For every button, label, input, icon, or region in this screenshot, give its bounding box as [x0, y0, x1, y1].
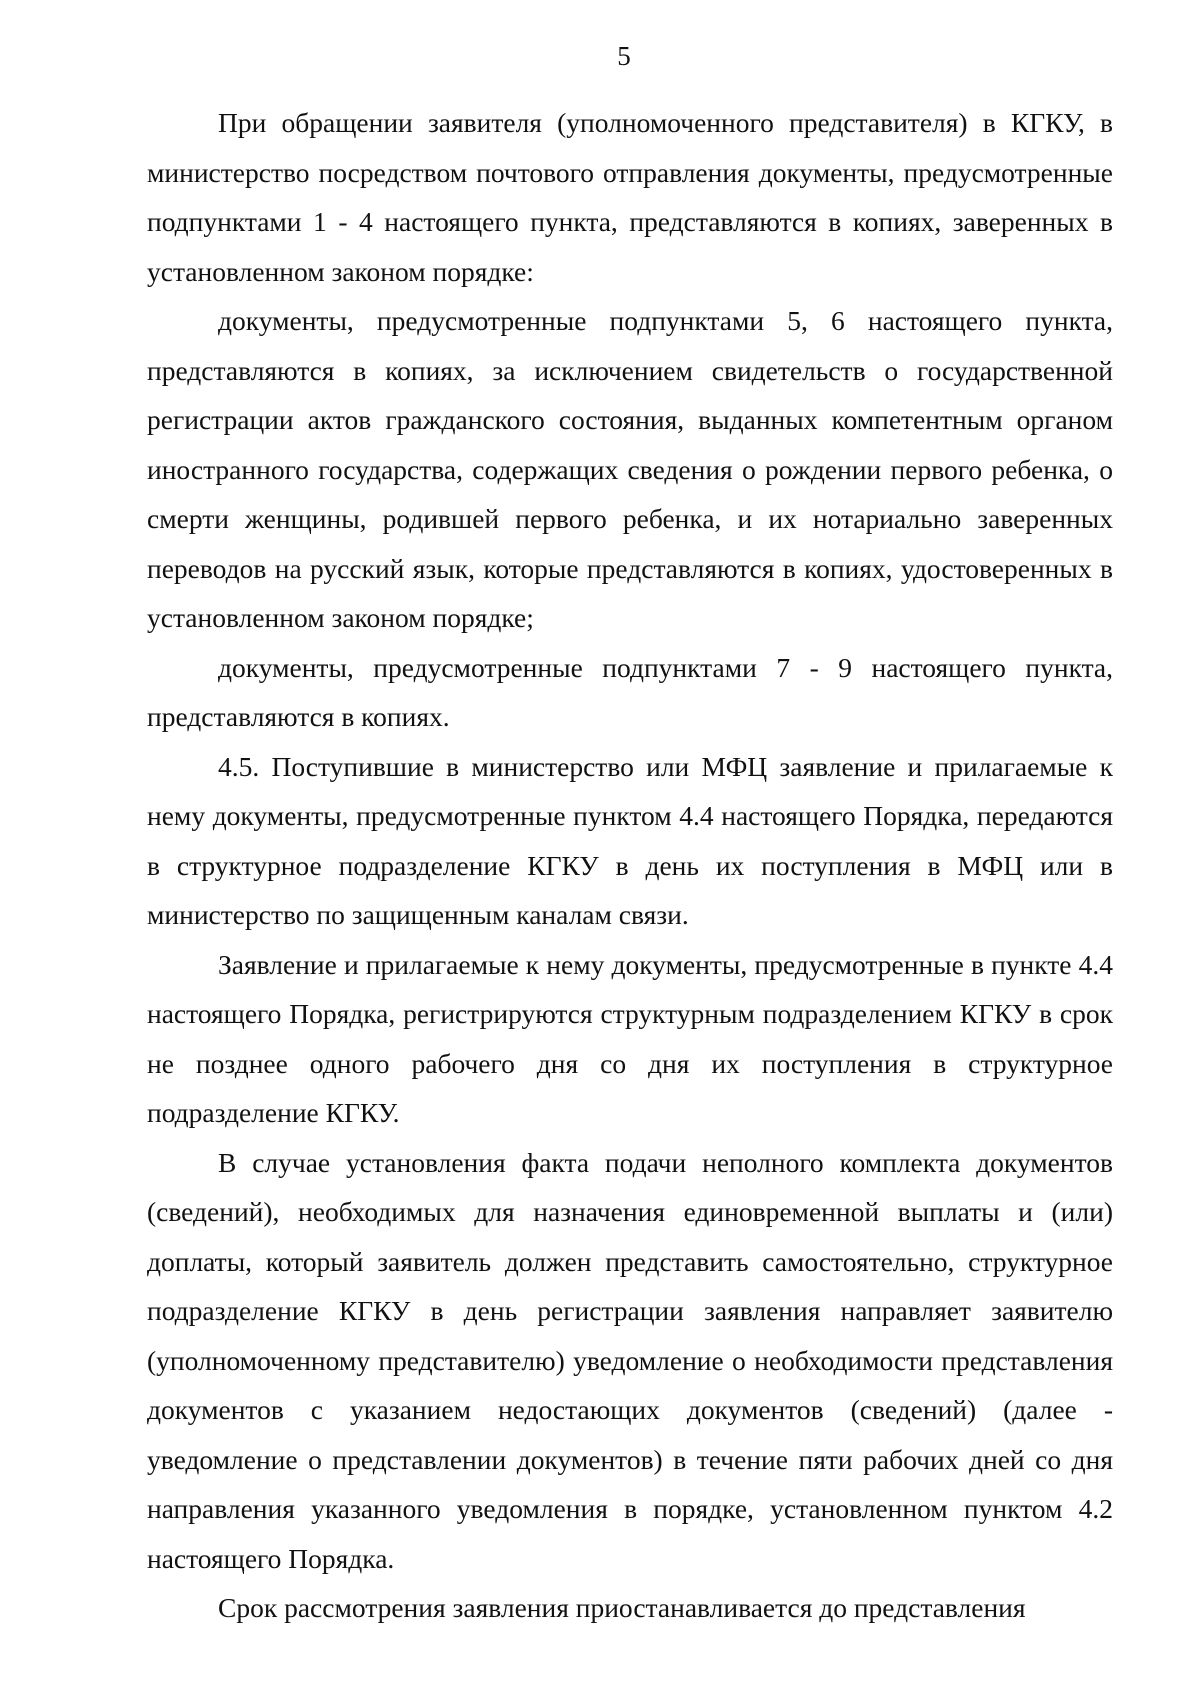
paragraph-documents-7-9: документы, предусмотренные подпунктами 7 - 9 настоящего пункта, представляются в копиях.	[147, 651, 1113, 732]
paragraph-4-5: 4.5. Поступившие в министерство или МФЦ заявление и прилагаемые к нему документы, предусмотренные пунктом 4.4 настоящего Порядка, передаются в структурное подразделение КГКУ в день их поступления в МФЦ или в министерство по защищенным каналам связи.	[147, 750, 1113, 930]
document-body	[147, 98, 1113, 1633]
paragraph-incomplete-documents: В случае установления факта подачи неполного комплекта документов (сведений), необходимых для назначения единовременной выплаты и (или) доплаты, который заявитель должен представить самостоятельно, структурное подразделение КГКУ в день регистрации заявления направляет заявителю (уполномоченному представителю) уведомление о необходимости представления документов с указанием недостающих документов (сведений) (далее - уведомление о представлении документов) в течение пяти рабочих дней со дня направления указанного уведомления в порядке, установленном пунктом 4.2 настоящего Порядка.	[147, 1146, 1113, 1574]
paragraph-documents-5-6: документы, предусмотренные подпунктами 5, 6 настоящего пункта, представляются в копиях, за исключением свидетельств о государственной регистрации актов гражданского состояния, выданных компетентным органом иностранного государства, содержащих сведения о рождении первого ребенка, о смерти женщины, родившей первого ребенка, и их нотариально заверенных переводов на русский язык, которые представляются в копиях, удостоверенных в установленном законом порядке;	[147, 305, 1113, 633]
paragraph-postal-copies: При обращении заявителя (уполномоченного представителя) в КГКУ, в министерство посредством почтового отправления документы, предусмотренные подпунктами 1 - 4 настоящего пункта, представляются в копиях, заверенных в установленном законом порядке:	[147, 107, 1113, 287]
paragraph-suspension: Срок рассмотрения заявления приостанавливается до представления	[218, 1592, 1026, 1623]
paragraph-registration: Заявление и прилагаемые к нему документы, предусмотренные в пункте 4.4 настоящего Порядка, регистрируются структурным подразделением КГКУ в срок не позднее одного рабочего дня со дня их поступления в структурное подразделение КГКУ.	[147, 948, 1113, 1128]
page-number: 5	[617, 41, 631, 71]
